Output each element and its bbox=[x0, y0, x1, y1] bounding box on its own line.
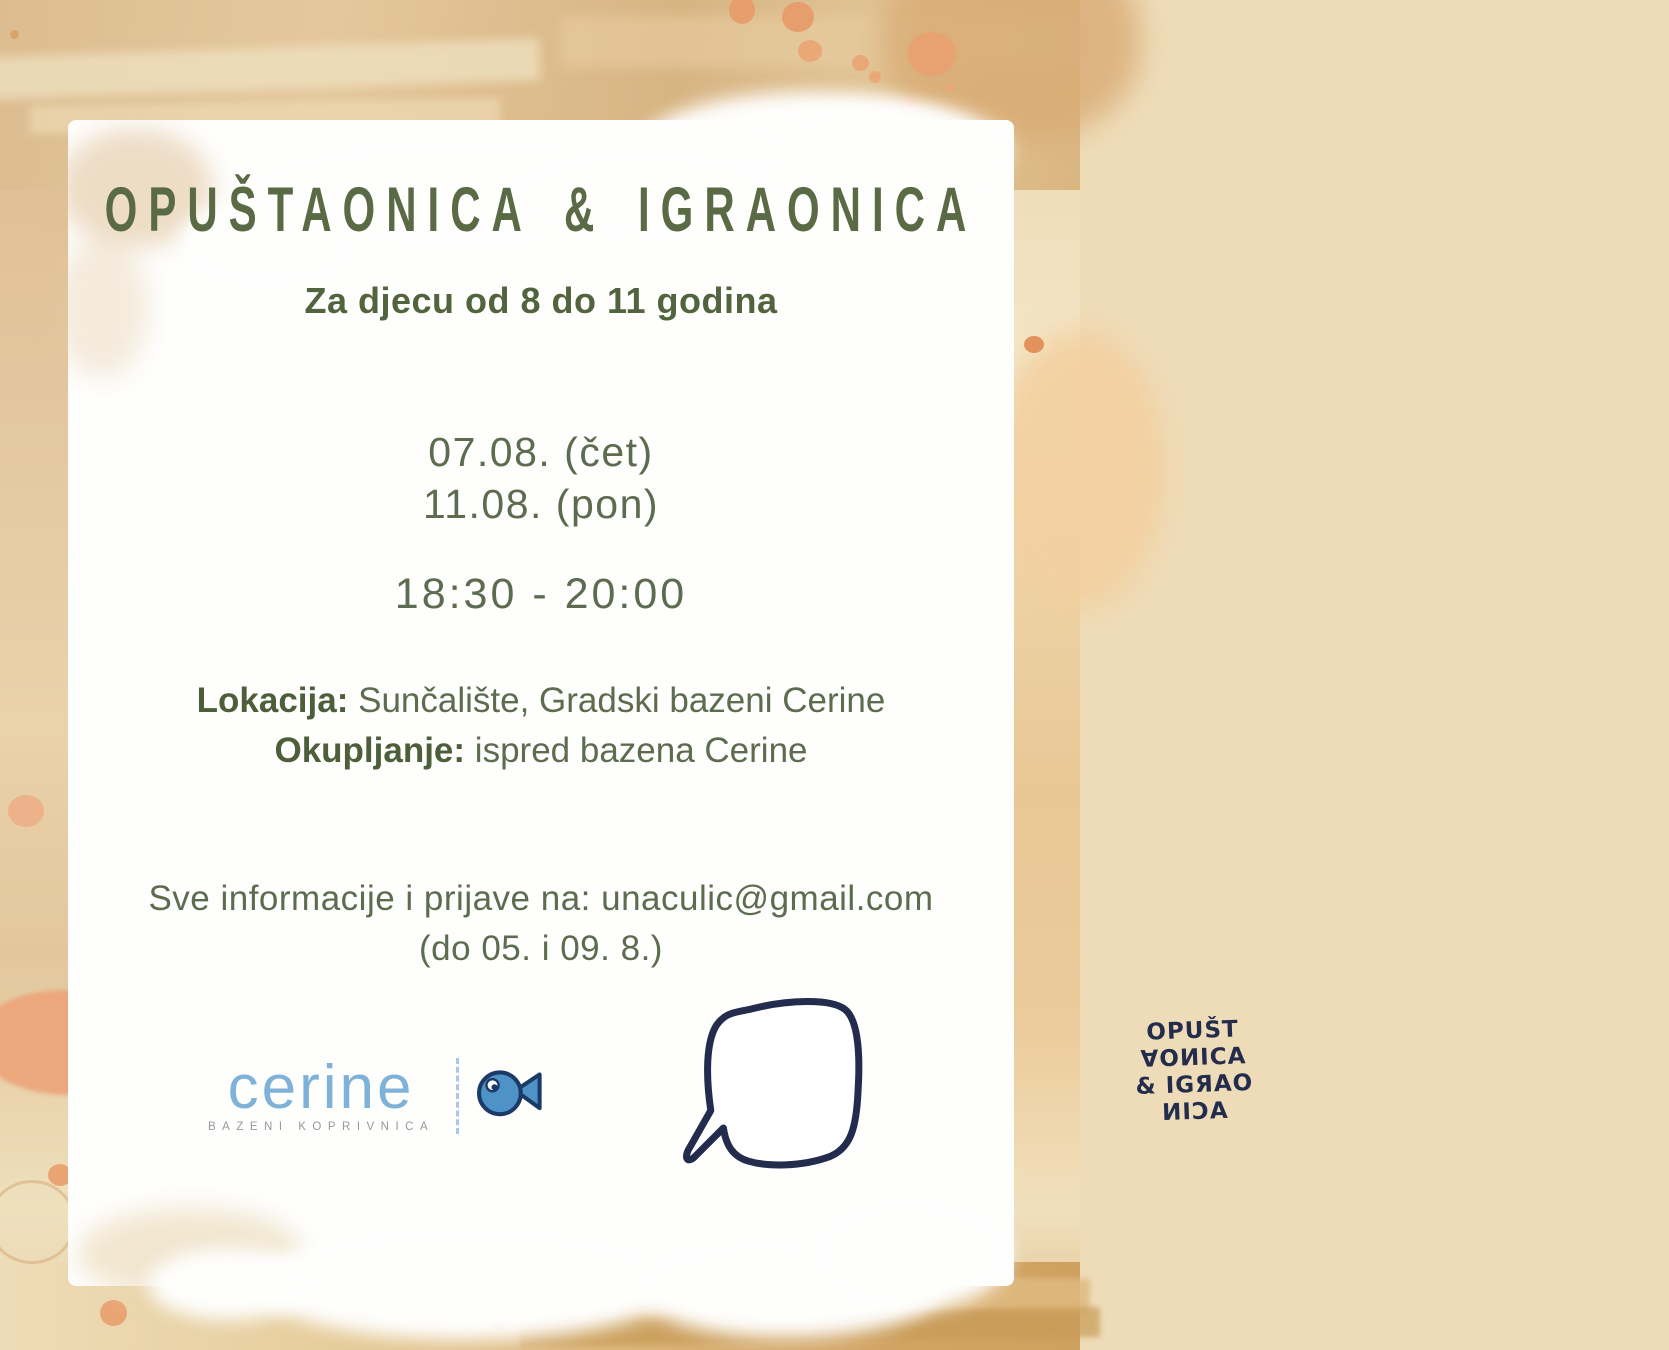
doodle-line-2: ∀OИICA bbox=[1140, 1043, 1247, 1073]
paint-splatter bbox=[798, 40, 822, 62]
logo-divider bbox=[456, 1058, 459, 1134]
cerine-logo-text bbox=[208, 1053, 435, 1133]
event-date-2: 11.08. (pon) bbox=[422, 481, 660, 527]
watercolor-blob bbox=[995, 330, 1165, 610]
location-value: Sunčalište, Gradski bazeni Cerine bbox=[358, 681, 886, 720]
paint-splatter bbox=[908, 32, 956, 76]
info-block bbox=[68, 874, 1014, 974]
paint-splatter bbox=[869, 71, 881, 83]
doodle-line-4: ИIƆA bbox=[1161, 1097, 1230, 1127]
cerine-logo-wordmark: cerine bbox=[227, 1053, 415, 1122]
info-deadline: (do 05. i 09. 8.) bbox=[419, 929, 663, 968]
paint-splatter bbox=[1024, 336, 1044, 353]
meeting-value: ispred bazena Cerine bbox=[474, 731, 808, 770]
paint-splatter bbox=[852, 55, 869, 71]
event-dates bbox=[68, 426, 1014, 530]
paint-splatter bbox=[782, 2, 814, 32]
meeting-label: Okupljanje: bbox=[274, 731, 466, 770]
event-date-1: 07.08. (čet) bbox=[428, 429, 654, 475]
paint-splatter bbox=[100, 1300, 127, 1326]
poster-subtitle: Za djecu od 8 do 11 godina bbox=[304, 280, 778, 321]
location-block bbox=[68, 676, 1014, 776]
doodle-line-1: OPUŠT bbox=[1145, 1016, 1240, 1046]
event-time: 18:30 - 20:00 bbox=[394, 570, 688, 618]
paint-splatter bbox=[10, 30, 19, 39]
location-line bbox=[68, 676, 1014, 726]
paint-splatter bbox=[946, 84, 954, 92]
meeting-line bbox=[68, 726, 1014, 776]
doodle-line-3: & IGЯAO bbox=[1135, 1069, 1254, 1101]
cerine-logo-tagline: BAZENI KOPRIVNICA bbox=[208, 1121, 435, 1133]
poster-title: OPUŠTAONICA & IGRAONICA bbox=[104, 174, 978, 245]
cerine-logo bbox=[208, 1053, 545, 1134]
flyer-content bbox=[68, 120, 1254, 1286]
location-label: Lokacija: bbox=[196, 681, 349, 720]
paint-splatter bbox=[8, 795, 44, 827]
fish-icon bbox=[475, 1064, 545, 1128]
info-line: Sve informacije i prijave na: unaculic@gmail.com bbox=[148, 879, 934, 918]
